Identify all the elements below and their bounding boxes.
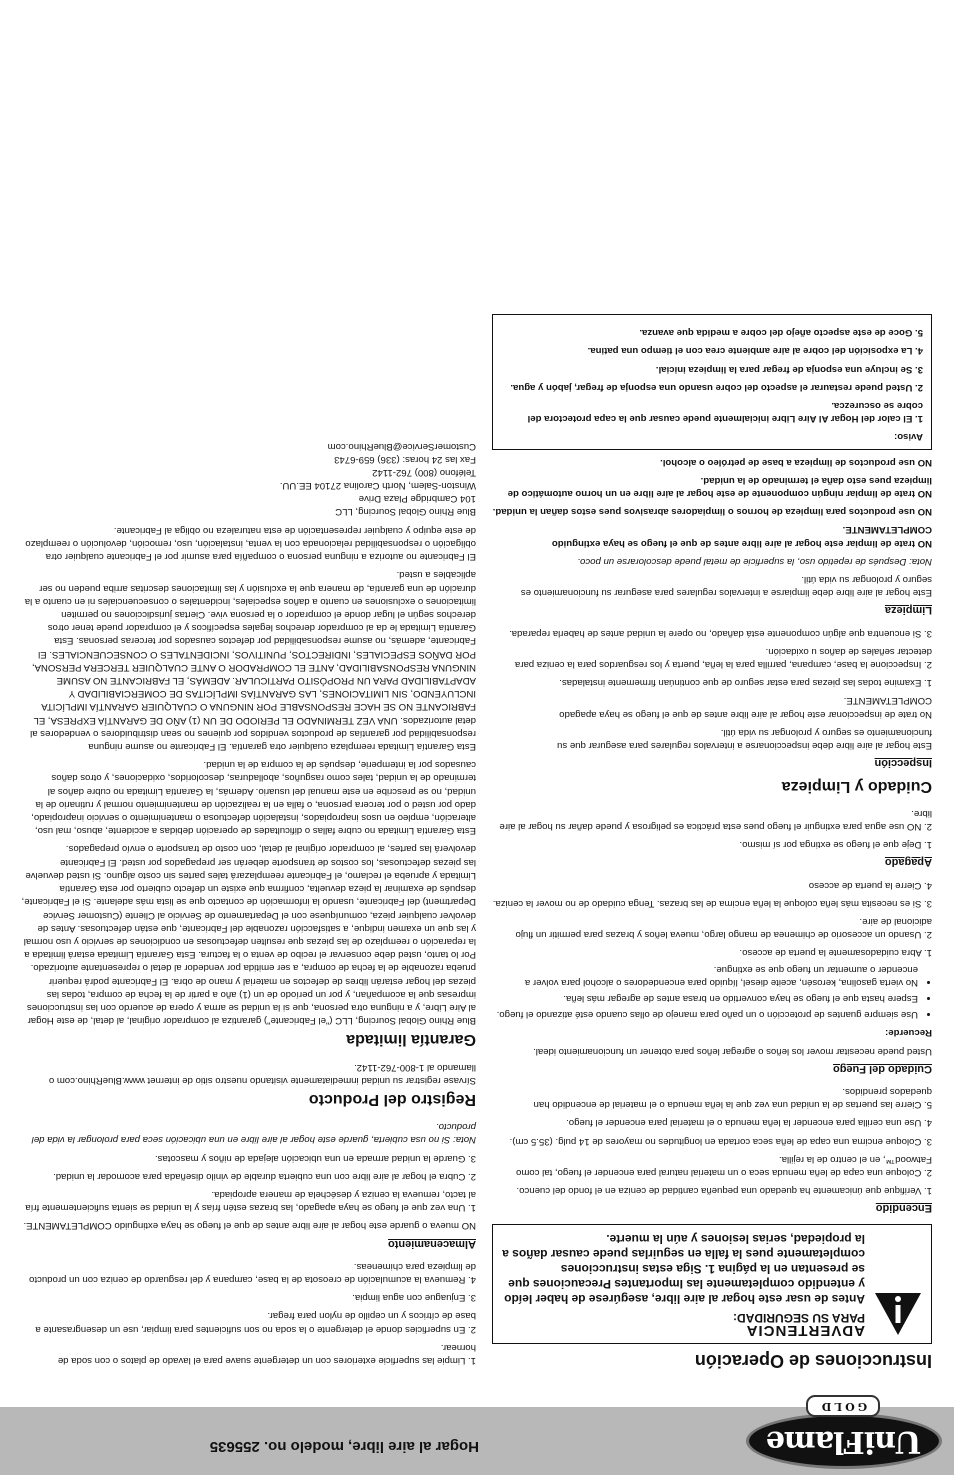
list-item: 1. Una vez que el fuego se haya apagado, las brazas estén frías y la unidad se sienta suficientemente fría al tacto, remueva la ceniza y deséchela de manera apropiada. [25, 1188, 476, 1214]
warning-title: ADVERTENCIA [745, 1321, 865, 1339]
list-item: 1. Deje que el fuego se extinga por sí mismo. [739, 839, 932, 851]
recuerde-list [492, 962, 932, 1021]
registro-heading: Registro del Producto [308, 1090, 476, 1108]
contact-city: Winston-Salem, North Carolina 27104 EE.UU. [279, 479, 476, 491]
list-item: 2. Inspeccione la base, campana, parrilla para la leña, puerta y los resguardos para la ceniza para detectar señales de daños u oxidación. [514, 645, 932, 671]
aviso-heading: Aviso: [894, 431, 923, 443]
apagado-heading: Apagado [884, 856, 932, 869]
list-item: 2. Coloque una capa de leña menuda seca o un material natural para encender el fuego, tal como Fatwood™, en el centro de la rejilla. [515, 1153, 932, 1178]
list-item: 5. Goce de este aspecto añejo del cobre a medida que avanza. [639, 327, 923, 339]
recuerde-label: Recuerde: [885, 1027, 932, 1039]
limpieza-warning: NO use productos para limpieza de hornos o limpiadores abrasivos pues estos dañan la unidad. [492, 506, 932, 518]
garantia-heading: Garantía limitada [346, 1031, 476, 1049]
header-band [0, 1400, 954, 1475]
contact-fax: Fax las 24 horas: (336) 659-6743 [334, 453, 476, 465]
list-item: 2. En superficies donde el detergente o la soda no son suficientes para limpiar, use un desengrasante a base de cítricos y un cepillo de nylon para fregar. [35, 1310, 476, 1335]
inspeccion-heading: Inspección [874, 757, 932, 770]
list-item: 1. Abra cuidadosamente la puerta de acceso. [739, 947, 932, 959]
list-item: 1. Verifique que únicamente ha quedado una pequeña cantidad de ceniza en el fondo del cuenco. [516, 1185, 932, 1197]
almacenamiento-heading: Almacenamiento [387, 1237, 476, 1250]
almacenamiento-warning: NO mueva o guarde este hogar al aire libre antes de que el fuego se haya extinguido COMPLETAMENTE. [23, 1220, 476, 1232]
list-item: • Use siempre guantes de protección o un paño para manejo de ollas cuando esté atizando el fuego. [492, 1008, 918, 1021]
aviso-box [492, 314, 932, 450]
encendido-heading: Encendido [875, 1202, 932, 1215]
contact-block [21, 440, 476, 518]
registro-text: Sírvase registrar su unidad inmediatamente visitando nuestro sitio de internet www.BlueRhino.com o llamando al 1-800-762-1142. [48, 1061, 476, 1086]
list-item: • Espere hasta que el fuego se haya convertido en brasa antes de agregar más leña. [492, 992, 918, 1005]
limpieza-warning: NO use productos de limpieza a base de petróleo o alcohol. [660, 456, 932, 468]
contact-phone: Teléfono (800) 762-1142 [372, 466, 476, 478]
limpieza-heading: Limpieza [884, 604, 932, 617]
limpieza-warning: NO trate de limpiar ningún componente de este hogar al aire libre en un horno automático de limpieza pues esto daña el terminado de la unidad. [507, 474, 932, 500]
list-item: 3. Enjuague con agua limpia. [352, 1292, 476, 1304]
cuidado-fuego-steps [492, 878, 932, 959]
uniflame-logo [742, 1400, 942, 1469]
warning-box [492, 1224, 932, 1343]
inspeccion-warning: No trate de inspeccionar este hogar al aire libre antes de que el fuego se haya apagado COMPLETAMENTE. [559, 695, 932, 720]
list-item: 2. Cubra el hogar al aire libre con una cubierta durable de vinilo diseñada para acomodar la unidad. [53, 1170, 476, 1182]
list-item: 3. Coloque encima una capa de leña seca cortada en longitudes no mayores de 14 pulg. (35.5 cm). [509, 1135, 932, 1147]
list-item: 3. Si es necesita más leña coloque la leña encima de las brazas. Tenga cuidado de no mover la ceniza. [492, 897, 932, 909]
list-item: 4. Remueva la acumulación de creosota de la base, campana y del resguardo de ceniza con un producto de limpieza para chimeneas. [29, 1260, 476, 1285]
operation-title: Instrucciones de Operación [694, 1351, 932, 1371]
list-item: 4. La exposición del cobre al aire ambiente crea con el tiempo una patina. [587, 345, 923, 357]
list-item: 2. Usted puede restaurar el aspecto del cobre usando una esponja de fregar, jabón y agua. [510, 381, 923, 393]
list-item: 1. Limpie las superficie exteriores con un detergente suave para el lavado de platos o con soda de hornear. [57, 1341, 476, 1366]
list-item: 3. Si encuentra que algún componente está dañado, no opere la unidad antes de haberla reparada. [509, 627, 932, 639]
garantia-paragraph: Esta Garantía Limitada no cubre fallas o dificultades de operación debidas a accidente, abuso, mal uso, alteración, empleo en usos inapropiados, instalación defectuosa o mantenimiento o servicio inapropiado, dado por usted o por tercera persona, o falla en la realización de mantenimiento normal y rutinario de la unidad, no se prescribe en este manual del usuario. Además, la Garantía Limitada no cubre daños al terminado de la unidad, tales como rasguños, abolladuras, descoloridos, oxidaciones, y otros daños causados por la intemperie, después de la compra de la unidad. [31, 759, 476, 837]
garantia-paragraph: Blue Rhino Global Sourcing, LLC ("el Fabricante") garantiza al comprador original, al detal, de este Hogar al Aire Libre, y a ninguna otra persona, que si la unidad se arma y opera de acuerdo con las instrucciones impresas que la acompañan, y por un período de un (1) año a partir de la fecha de compra, todas las piezas del hogar estarán libres de defectos en material y mano de obra. El Fabricante podrá requerir prueba razonable de la fecha de compra, a ser emitida por vendedor al detal o representante autorizado. Por lo tanto, usted debe conservar el recibo de venta o la factura. Esta Garantía Limitada estará limitada a la reparación o reemplazo de las piezas que resulten defectuosas en condiciones de servicio y uso normal y las que un examen indique, a satisfacción razonable del Fabricante, que están defectuosas. Antes de devolver cualquier pieza, comuníquese con el Departamento de Servicio al Cliente (Customer Service Department) del Fabricante, usando la información de contacto que se lista más adelante. Si el Fabricante, después de examinar la pieza devuelta, confirma que existe un defecto cubierto por esta Garantía Limitada y aprueba el reclamo, el Fabricante reemplazará tales partes sin costo alguno. Si usted devuelve las piezas defectuosas, los costos de transporte deberán ser prepagados por usted. El Fabricante devolverá las partes, al comprador original al detal, con costo de transporte o envío prepagados. [21, 843, 476, 1027]
logo-badge: GOLD [806, 1395, 880, 1417]
contact-email: CustomerService@BlueRhino.com [327, 440, 476, 452]
list-item: 3. Guarde la unidad armada en una ubicación alejada de niños y mascotas. [154, 1152, 476, 1164]
encendido-list [492, 1085, 932, 1197]
warning-subtitle: PARA SU SEGURIDAD: [732, 1310, 865, 1325]
list-item: • No vierta gasolina, kerosén, aceite diesel, líquido para encendedores o alcohol para volver a encender o aumentar un fuego que se extingue. [492, 962, 918, 988]
right-column [21, 440, 476, 1367]
warning-body: Antes de usar este hogar al aire libre, asegúrese de haber leído y entendido completamente las Importantes Precauciones que se presentan en la página 1. Siga estas instrucciones completamente pues la falla en seguirlas puede causar daños a la propiedad, serias lesiones y aún la muerte. [502, 1232, 865, 1307]
list-item: 4. Cierre la puerta de acceso [808, 879, 932, 891]
limpieza-steps [21, 1260, 476, 1367]
list-item: 1. Examine todas las piezas para estar seguro de que continúan firmemente instaladas. [559, 677, 932, 689]
garantia-paragraph: El Fabricante no autoriza a ninguna persona o compañía para asumir por el Fabricante cualquier otra obligación o responsabilidad relacionada con la venta, instalación, uso, remoción, devolución o reemplazo de este equipo y cualquier representación de esta naturaleza no obliga al Fabricante. [25, 524, 476, 563]
almacenamiento-note: Nota: Si no usa cubierta, guarde este hogar al aire libre en una ubicación seca para prolongar la vida del producto. [31, 1121, 476, 1146]
limpieza-note: Nota: Después de repetido uso, la superficie de metal puede descolorarse un poco. [577, 555, 932, 567]
contact-address: 104 Cambridge Plaza Drive [358, 492, 476, 504]
contact-company: Blue Rhino Global Sourcing, LLC [335, 505, 476, 517]
list-item: 3. Se incluye una esponja de fregar para la limpieza inicial. [655, 363, 923, 375]
left-column [492, 306, 932, 1371]
list-item: 2. NO use agua para extinguir el fuego pues esta práctica es peligrosa y puede dañar su hogar al aire libre. [499, 807, 932, 832]
limpieza-intro: Este hogar al aire libre debe limpiarse a intervalos regulares para asegurar su funcionamiento es seguro y prolongar su vida útil. [520, 574, 932, 599]
limpieza-warning: NO trate de limpiar este hogar al aire libre antes de que el fuego se haya extinguido COMPLETAMENTE. [551, 524, 932, 549]
cuidado-fuego-intro: Usted puede necesitar mover los leños o agregar leños para obtener un funcionamiento ideal. [533, 1045, 932, 1057]
cuidado-limpieza-heading: Cuidado y Limpieza [781, 777, 932, 795]
inspeccion-intro: Este hogar al aire libre debe inspeccionarse a intervalos regulares para asegurar que su funcionamiento es seguro y prolongar su vida útil. [557, 726, 932, 752]
warning-icon [873, 1291, 923, 1337]
list-item: 4. Use una cerilla para encender la leña menuda o el material para encender el fuego. [566, 1117, 932, 1129]
list-item: 5. Cierre las puertas de la unidad una vez que la leña menuda o el material de encendido han quedados prendidos. [533, 1085, 932, 1111]
garantia-paragraph: Esta Garantía Limitada reemplaza cualquier otra garantía. El Fabricante no asume ninguna responsabilidad por garantías de productos vendidos por quienes no sean distribuidores o vendedores al detal autorizados. UNA VEZ TERMINADO EL PERIODO DE UN (1) AÑO DE GARANTÍA EXPRESA, EL FABRICANTE NO SE HACE RESPONSABLE POR NINGUNA O CUALQUIER GARANTÍA IMPLÍCITA INCLUYENDO, SIN LIMITACIONES, LAS GARANTÍAS IMPLÍCITAS DE COMERCIABILIDAD Y ADAPTABILIDAD PARA UN PROPÓSITO PARTICULAR. ADEMÁS, EL FABRICANTE NO ASUME NINGUNA RESPONSABILIDAD, ANTE EL COMPRADOR O ANTE CUALQUIER TERCERA PERSONA, POR DAÑOS ESPECIALES, INDIRECTOS, PUNITIVOS, INCIDENTALES O CONSECUENCIALES. El Fabricante, además, no asume responsabilidad por defectos causados por terceras personas. Esta Garantía Limitada le da al comprador derechos legales específicos y el comprador puede tener otros derechos según el lugar donde el comprador o la persona vive. Ciertas jurisdicciones no permiten limitaciones o exclusiones en cuanto a daños especiales, incidentales o consecuenciales ni en cuanto a la duración de una garantía, de manera que la exclusión y las limitaciones descritas arriba pueden no ser aplicables a usted. [24, 569, 476, 753]
cuidado-fuego-heading: Cuidado del Fuego [833, 1062, 932, 1075]
list-item: 1. El calor del Hogar Al Aire Libre inicialmente puede causar que la capa protectora del cobre se oscurezca. [527, 400, 923, 425]
page-title: Hogar al aire libre, modelo no. 255635 [209, 1438, 479, 1455]
logo-text: UniFlame [746, 1413, 942, 1469]
list-item: 2. Usando un accesorio de chimenea de mango largo, mueva leños y brazas para permitir un flujo adicional de aire. [515, 915, 932, 941]
